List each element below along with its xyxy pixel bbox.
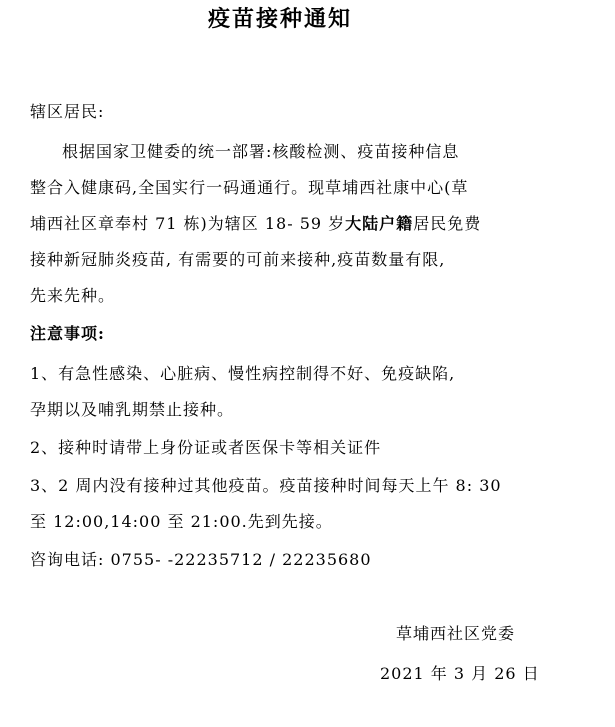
body-line-5: 先来先种。 — [30, 286, 116, 305]
date: 2021 年 3 月 26 日 — [380, 664, 540, 683]
body-line-1: 根据国家卫健委的统一部署:核酸检测、疫苗接种信息 — [62, 142, 460, 161]
salutation: 辖区居民: — [30, 102, 105, 121]
body-line-3-text: 埔西社区章奉村 71 栋)为辖区 18- 59 岁 — [30, 214, 346, 233]
highlight-household: 大陆户籍 — [345, 214, 414, 233]
body-line-3-tail: 居民免费 — [413, 214, 482, 233]
note-1-line-1: 1、有急性感染、心脏病、慢性病控制得不好、免疫缺陷, — [30, 364, 456, 383]
body-line-2: 整合入健康码,全国实行一码通通行。现草埔西社康中心(草 — [30, 178, 469, 197]
note-3-line-1: 3、2 周内没有接种过其他疫苗。疫苗接种时间每天上午 8: 30 — [30, 476, 502, 495]
hotline: 咨询电话: 0755- -22235712 / 22235680 — [30, 550, 372, 569]
note-1-line-2: 孕期以及哺乳期禁止接种。 — [30, 400, 235, 419]
body-line-3 — [30, 212, 481, 236]
body-line-4: 接种新冠肺炎疫苗, 有需要的可前来接种,疫苗数量有限, — [30, 250, 446, 269]
notes-heading: 注意事项: — [30, 324, 105, 343]
note-2: 2、接种时请带上身份证或者医保卡等相关证件 — [30, 438, 382, 457]
signature: 草埔西社区党委 — [396, 624, 516, 643]
page-title: 疫苗接种通知 — [207, 6, 352, 32]
note-3-line-2: 至 12:00,14:00 至 21:00.先到先接。 — [30, 512, 333, 531]
